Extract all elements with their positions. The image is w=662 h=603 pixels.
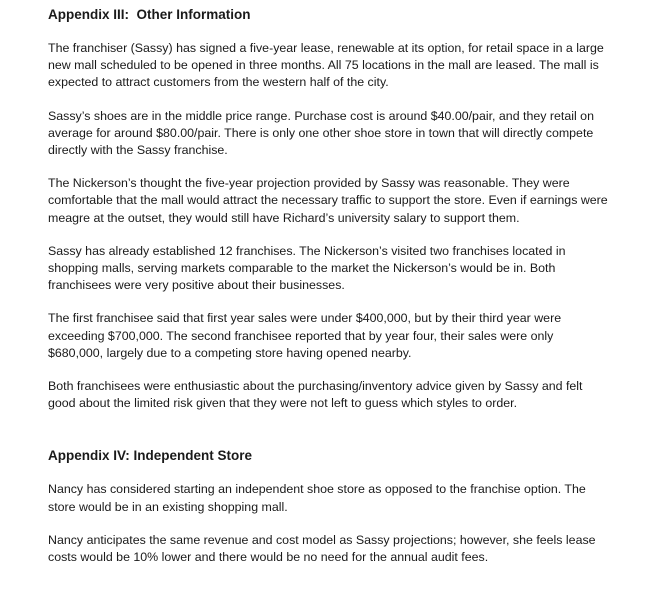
- section-spacer: [48, 428, 608, 447]
- appendix-iii-paragraph-6: Both franchisees were enthusiastic about the purchasing/inventory advice given by Sassy and felt good about the limited risk given that they were not left to guess which styles to order.: [48, 379, 583, 411]
- appendix-iii-paragraph-5: The first franchisee said that first year sales were under $400,000, but by their third year were exceeding $700,000. The second franchisee reported that by year four, their sales were only $680,000, largely due to a competing store having opened nearby.: [48, 311, 562, 360]
- appendix-iv-paragraph-1: Nancy has considered starting an independent shoe store as opposed to the franchise option. The store would be in an existing shopping mall.: [48, 482, 586, 514]
- appendix-iv-paragraph-2: Nancy anticipates the same revenue and cost model as Sassy projections; however, she feels lease costs would be 10% lower and there would be no need for the annual audit fees.: [48, 532, 596, 565]
- document-page: [48, 6, 608, 582]
- appendix-iii-heading: Appendix III: Other Information: [48, 7, 251, 22]
- appendix-iv-heading: Appendix IV: Independent Store: [48, 448, 253, 464]
- appendix-iii-paragraph-1: The franchiser (Sassy) has signed a five-year lease, renewable at its option, for retail space in a large new mall scheduled to be opened in three months. All 75 locations in the mall are leased. The mall is expected to attract customers from the western half of the city.: [48, 41, 604, 90]
- appendix-iii-paragraph-4: Sassy has already established 12 franchises. The Nickerson’s visited two franchises located in shopping malls, serving markets comparable to the market the Nickerson’s would be in. Both franchisees were very positive about their businesses.: [48, 243, 566, 293]
- appendix-iii-paragraph-3: The Nickerson’s thought the five-year projection provided by Sassy was reasonable. They were comfortable that the mall would attract the necessary traffic to support the store. Even if earnings were meagre at the outset, they would still have Richard’s university salary to support them.: [48, 176, 608, 225]
- appendix-iii-paragraph-2: Sassy’s shoes are in the middle price range. Purchase cost is around $40.00/pair, and they retail on average for around $80.00/pair. There is only one other shoe store in town that will directly compete directly with the Sassy franchise.: [48, 108, 594, 158]
